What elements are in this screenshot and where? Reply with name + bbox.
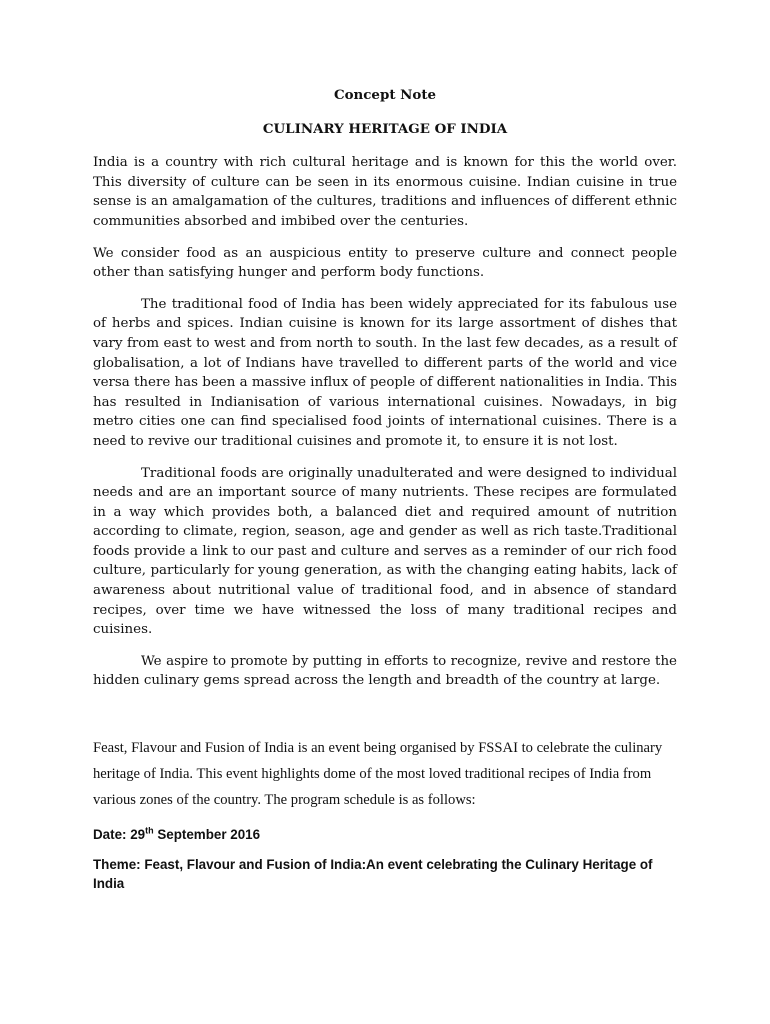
paragraph-intro: India is a country with rich cultural heritage and is known for this the world over. This diversity of culture can be seen in its enormous cuisine. Indian cuisine in true sense is an amalgamation of the cultures, traditions and influences of different ethnic communities absorbed and imbibed over the centuries. [93,155,677,229]
paragraph-traditional-food: The traditional food of India has been widely appreciated for its fabulous use of herbs and spices. Indian cuisine is known for its large assortment of dishes that vary from east to west and from north to south. In the last few decades, as a result of globalisation, a lot of Indians have travelled to different parts of the world and vice versa there has been a massive influx of people of different nationalities in India. This has resulted in Indianisation of various international cuisines. Nowadays, in big metro cities one can find specialised food joints of international cuisines. There is a need to revive our traditional cuisines and promote it, to ensure it is not lost. [93,296,677,449]
paragraph-nutrition: Traditional foods are originally unadulterated and were designed to individual needs and are an important source of many nutrients. These recipes are formulated in a way which provides both, a balanced diet and required amount of nutrition according to climate, region, season, age and gender as well as rich taste.Traditional foods provide a link to our past and culture and serves as a reminder of our rich food culture, particularly for young generation, as with the changing eating habits, lack of awareness about nutritional value of traditional food, and in absence of standard recipes, over time we have witnessed the loss of many traditional recipes and cuisines. [93,465,677,638]
event-date-prefix: Date: 29 [93,827,146,843]
event-theme: Theme: Feast, Flavour and Fusion of India:An event celebrating the Culinary Heritage of India [93,856,653,892]
event-date-superscript: th [145,825,154,836]
event-date-suffix: September 2016 [153,827,261,843]
paragraph-aspiration: We aspire to promote by putting in efforts to recognize, revive and restore the hidden culinary gems spread across the length and breadth of the country at large. [93,653,677,689]
document-page [93,86,677,904]
paragraph-event: Feast, Flavour and Fusion of India is an event being organised by FSSAI to celebrate the culinary heritage of India. This event highlights dome of the most loved traditional recipes of India from various zones of the country. The program schedule is as follows: [93,740,663,809]
document-title: CULINARY HERITAGE OF INDIA [262,120,508,137]
concept-note-heading: Concept Note [333,87,437,103]
paragraph-food-culture: We consider food as an auspicious entity to preserve culture and connect people other than satisfying hunger and perform body functions. [93,245,677,281]
event-date [93,825,677,845]
